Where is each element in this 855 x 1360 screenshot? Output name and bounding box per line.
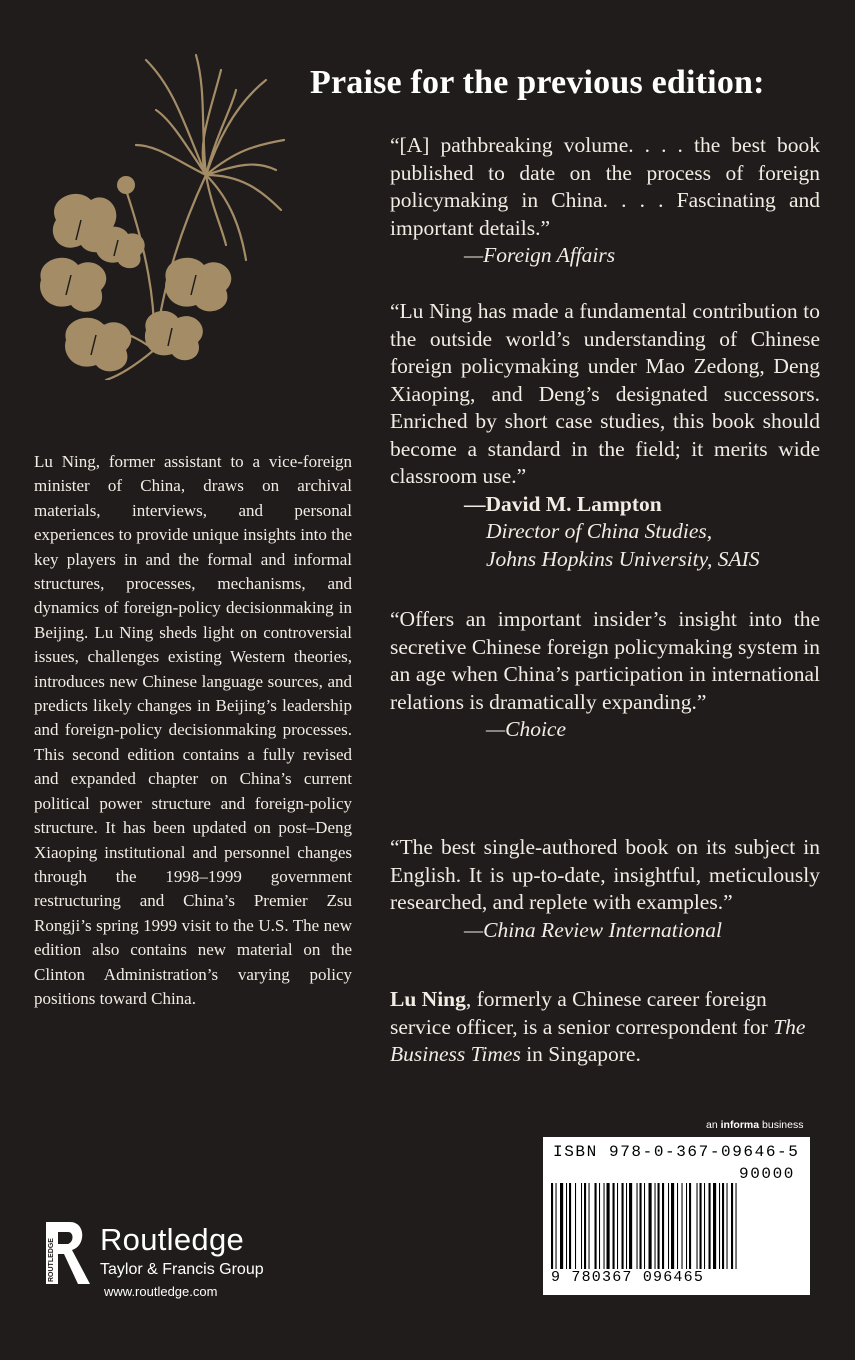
barcode-bar: [713, 1183, 716, 1269]
barcode-bars: [551, 1183, 801, 1269]
barcode-bar: [655, 1183, 656, 1269]
informa-business-label: [706, 1119, 803, 1131]
barcode-bar: [581, 1183, 582, 1269]
review-quote: [390, 298, 820, 573]
barcode-bar: [662, 1183, 664, 1269]
barcode-bar: [697, 1183, 698, 1269]
review-quote-text: “Offers an important insider’s insight into the secretive Chinese foreign policymaking system in an age when China’s participation in international relations is dramatically expanding.”: [390, 607, 820, 714]
review-attribution: —David M. Lampton: [464, 491, 662, 516]
barcode-bar: [649, 1183, 652, 1269]
barcode-bar: [560, 1183, 563, 1269]
barcode-bar: [689, 1183, 691, 1269]
barcode-bar: [584, 1183, 586, 1269]
logo-vertical-text: ROUTLEDGE: [48, 1238, 55, 1282]
publisher-url[interactable]: www.routledge.com: [104, 1284, 218, 1299]
barcode-bar: [677, 1183, 678, 1269]
barcode-bar: [551, 1183, 553, 1269]
barcode-bar: [637, 1183, 638, 1269]
review-attribution: —China Review International: [464, 917, 722, 942]
reviewer-title: Director of China Studies,: [486, 519, 713, 543]
barcode-bar: [622, 1183, 624, 1269]
review-quote: [390, 606, 820, 744]
barcode-bar: [575, 1183, 576, 1269]
barcode-bar: [686, 1183, 687, 1269]
barcode-bar: [671, 1183, 674, 1269]
barcode-bar: [595, 1183, 597, 1269]
barcode-bar: [700, 1183, 702, 1269]
chrysanthemum-ornament-icon: [36, 50, 286, 380]
barcode-bar: [644, 1183, 645, 1269]
barcode-bar: [658, 1183, 660, 1269]
barcode-bar: [566, 1183, 567, 1269]
barcode-bar: [722, 1183, 724, 1269]
barcode-bar: [719, 1183, 720, 1269]
barcode-bar: [736, 1183, 737, 1269]
barcode-bar: [589, 1183, 590, 1269]
author-bio-text: , formerly a Chinese career foreign service officer, is a senior correspondent for: [390, 987, 774, 1039]
barcode-bar: [704, 1183, 705, 1269]
informa-brand: informa: [720, 1119, 760, 1131]
barcode-bar: [599, 1183, 600, 1269]
publisher-group: Taylor & Francis Group: [100, 1261, 264, 1278]
review-quote: [390, 834, 820, 944]
isbn-text: ISBN 978-0-367-09646-5: [553, 1143, 800, 1161]
informa-suffix: business: [759, 1119, 804, 1131]
review-attribution: —Foreign Affairs: [464, 243, 616, 267]
barcode-bar: [626, 1183, 627, 1269]
barcode-bar: [731, 1183, 733, 1269]
barcode-bar: [613, 1183, 615, 1269]
review-quote: [390, 132, 820, 270]
barcode-bar: [617, 1183, 618, 1269]
barcode-bar: [556, 1183, 557, 1269]
informa-prefix: an: [706, 1119, 721, 1131]
reviewer-affiliation: Johns Hopkins University, SAIS: [486, 546, 760, 571]
review-attribution: —Choice: [486, 717, 567, 741]
publisher-name: Routledge: [100, 1222, 245, 1257]
isbn-barcode: [543, 1137, 810, 1295]
barcode-bar: [727, 1183, 728, 1269]
barcode-bar: [709, 1183, 711, 1269]
barcode-bar: [640, 1183, 642, 1269]
author-name: Lu Ning: [390, 987, 466, 1011]
author-bio: [390, 986, 820, 1069]
praise-heading: Praise for the previous edition:: [310, 64, 765, 101]
author-publication: The Business Times: [390, 1014, 806, 1066]
barcode-bar: [682, 1183, 683, 1269]
barcode-bar: [668, 1183, 669, 1269]
ean-digits: 9 780367 096465: [551, 1269, 705, 1286]
author-bio-text-end: in Singapore.: [520, 1042, 641, 1066]
review-quote-text: “[A] pathbreaking volume. . . . the best book published to date on the process of foreign policymaking in China. . . . Fascinating and important details.”: [390, 133, 820, 240]
barcode-bar: [569, 1183, 571, 1269]
barcode-bar: [629, 1183, 632, 1269]
barcode-bar: [607, 1183, 610, 1269]
book-description: Lu Ning, former assistant to a vice-foreign minister of China, draws on archival materials, interviews, and personal experiences to provide unique insights into the key players in and the formal and informal structures, processes, mechanisms, and dynamics of foreign-policy decisionmaking in Beijing. Lu Ning sheds light on controversial issues, challenges existing Western theories, introduces new Chinese language sources, and predicts likely changes in Beijing’s leadership and foreign-policy decisionmaking processes. This second edition contains a fully revised and expanded chapter on China’s current political power structure and foreign-policy structure. It has been updated on post–Deng Xiaoping institutional and personnel changes through the 1998–1999 government restructuring and China’s Premier Zsu Rongji’s spring 1999 visit to the U.S. The new edition also contains new material on the Clinton Administration’s varying policy positions toward China.: [34, 452, 352, 1008]
price-code: 90000: [739, 1165, 796, 1183]
review-quote-text: “Lu Ning has made a fundamental contribution to the outside world’s understanding of Chinese foreign policymaking under Mao Zedong, Deng Xiaoping, and Deng’s designated successors. Enriched by short case studies, this book should become a standard in the field; it merits wide classroom use.”: [390, 299, 820, 488]
routledge-logo-icon: [44, 1220, 92, 1286]
barcode-bar: [604, 1183, 605, 1269]
review-quote-text: “The best single-authored book on its subject in English. It is up-to-date, insightful, meticulously researched, and replete with examples.”: [390, 835, 820, 914]
